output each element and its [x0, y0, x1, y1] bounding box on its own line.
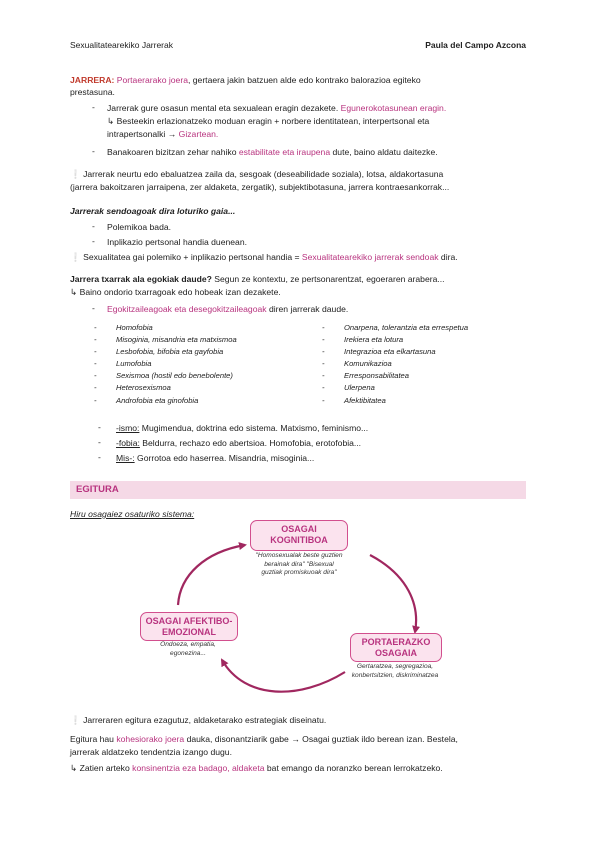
box-behavior — [350, 633, 442, 662]
suffix-key: -fobia: — [116, 438, 140, 448]
bullet-dash: - — [92, 303, 95, 313]
arrow-cognitive-to-behavior — [370, 555, 416, 632]
box-cognitive — [250, 520, 348, 551]
arrow-behavior-to-affective — [222, 660, 345, 692]
list-item: - Irekiera eta lotura — [322, 335, 404, 345]
list-item: - Misoginia, misandria eta matxismoa — [94, 335, 237, 345]
list-item: - Afektibitatea — [322, 395, 386, 405]
footer-p1-line-2: jarrerak aldatzeko tendentzia izango dugu. — [70, 747, 232, 757]
arrow-affective-to-cognitive — [178, 545, 245, 605]
strong-note-after: dira. — [438, 252, 458, 262]
strong-note-pink: Sexualitatearekiko jarrerak sendoak — [301, 252, 439, 262]
doc-header-left: Sexualitatearekiko Jarrerak — [70, 40, 173, 50]
suffix-key: Mis-: — [116, 453, 135, 463]
suffix-key: -ismo: — [116, 423, 140, 433]
bullet-dash: - — [92, 146, 95, 156]
bullet-dash: - — [98, 422, 101, 432]
intro-term: JARRERA: — [70, 75, 115, 85]
suffix-desc: Mugimendua, doktrina edo sistema. Matxismo, feminismo... — [139, 423, 369, 433]
footer-note — [70, 714, 326, 726]
exclamation-icon: ❕ — [70, 715, 81, 725]
sub-arrow-icon: ↳ — [70, 287, 80, 297]
caption-cognitive: "Homosexualak beste guztien berainak dira" "Bisexual guztiak promiskuoak dira" — [255, 552, 343, 576]
bullet-dash: - — [98, 452, 101, 462]
bad-item-pink: Egokitzaileagoak eta desegokitzaileagoak — [107, 304, 267, 314]
note-1-text-1: Jarrerak neurtu edo ebaluatzea zaila da, sesgoak (deseabilidade soziala), lotsa, aldakortasuna — [83, 169, 444, 179]
bullet-1-pink: Egunerokotasunean eragin. — [340, 103, 447, 113]
exclamation-icon: ❕ — [70, 169, 81, 179]
footer-p2 — [70, 762, 443, 774]
bullet-3-after: dute, baino aldatu daitezke. — [330, 147, 438, 157]
list-item: - Homofobia — [94, 323, 153, 332]
note-1-line-2: (jarrera bakoitzaren jarraipena, zer aldaketa, zergatik), subjektibotasuna, jarrera kontraesankorrak... — [70, 182, 450, 192]
doc-header-right: Paula del Campo Azcona — [425, 40, 526, 50]
list-item: - Lumofobia — [94, 359, 152, 369]
bad-item-after: diren jarrerak daude. — [266, 304, 349, 314]
footer-p2-b: bat emango da noranzko berean lerrokatzeko. — [264, 763, 443, 773]
bullet-1-text: Jarrerak gure osasun mental eta sexualean eragin dezakete. — [107, 103, 341, 113]
strong-item-1: Polemikoa bada. — [107, 222, 172, 232]
caption-affective: Ondoeza, empatia, egonezina... — [160, 641, 216, 657]
box-cognitive-line-1: OSAGAI — [281, 524, 317, 534]
bullet-dash: - — [92, 102, 95, 112]
bad-question: Jarrera txarrak ala egokiak daude? — [70, 274, 212, 284]
bad-line-2-text: Baino ondorio txarragoak edo hobeak izan dezakete. — [79, 287, 281, 297]
box-behavior-line-2: OSAGAIA — [374, 648, 417, 658]
box-affective-line-2: EMOZIONAL — [162, 627, 216, 637]
list-item: - Erresponsabilitatea — [322, 371, 410, 381]
suffix-desc: Beldurra, rechazo edo abertsioa. Homofobia, erotofobia... — [139, 438, 362, 448]
suffix-desc: Gorrotoa edo haserrea. Misandria, misoginia... — [134, 453, 315, 463]
sub-bullet-pink: Gizartean. — [178, 129, 219, 139]
list-item: - Komunikazioa — [322, 359, 392, 369]
box-affective-line-1: OSAGAI AFEKTIBO- — [145, 616, 233, 626]
footer-p2-a: Zatien arteko — [79, 763, 133, 773]
list-item: - Heterosexismoa — [94, 383, 171, 393]
list-item: - Androfobia eta ginofobia — [94, 395, 199, 405]
egitura-subtitle: Hiru osagaiez osaturiko sistema: — [70, 509, 195, 519]
footer-note-text: Jarreraren egitura ezagutuz, aldaketarako estrategiak diseinatu. — [83, 715, 327, 725]
intro-line-2: prestasuna. — [70, 87, 115, 97]
strong-title: Jarrerak sendoagoak dira loturiko gaia... — [70, 206, 236, 216]
strong-note-text: Sexualitatea gai polemiko + inplikazio pertsonal handia = — [83, 252, 302, 262]
caption-behavior: Gertaratzea, segregazioa, konbertsitzien, diskriminatzea — [351, 663, 439, 679]
footer-p2-pink: konsinentzia eza badago, aldaketa — [132, 763, 265, 773]
section-title: EGITURA — [76, 484, 119, 495]
sub-arrow-icon: ↳ — [107, 116, 117, 126]
list-item: - Lesbofobia, bifobia eta gayfobia — [94, 347, 224, 357]
intro-term-def: Portaerarako joera — [116, 75, 188, 85]
bullet-3-pink: estabilitate eta iraupena — [238, 147, 331, 157]
sub-bullet-text-1: Besteekin erlazionatzeko moduan eragin + norbere identitatean, interpertsonal eta — [116, 116, 430, 126]
box-cognitive-line-2: KOGNITIBOA — [270, 535, 328, 545]
bullet-dash: - — [92, 221, 95, 231]
footer-p1-a: Egitura hau — [70, 734, 117, 744]
box-affective — [140, 612, 238, 641]
list-item: - Ulerpena — [322, 383, 375, 393]
box-behavior-line-1: PORTAERAZKO — [361, 637, 431, 647]
bullet-dash: - — [92, 236, 95, 246]
intro-rest: , gertaera jakin batzuen alde edo kontrako balorazioa egiteko — [187, 75, 421, 85]
footer-p1-line-1 — [70, 733, 458, 745]
sub-arrow-icon: ↳ — [70, 763, 80, 773]
bad-question-rest: Segun ze kontextu, ze pertsonarentzat, egoeraren arabera... — [211, 274, 445, 284]
footer-p1-b: dauka, disonantziarik gabe → Osagai guztiak ildo berean izan. Bestela, — [184, 734, 458, 744]
bullet-3-text: Banakoaren bizitzan zehar nahiko — [107, 147, 239, 157]
footer-p1-pink: kohesiorako joera — [116, 734, 185, 744]
list-item: - Sexismoa (hostil edo benebolente) — [94, 371, 233, 381]
sub-bullet-text-2: intrapertsonalki → — [107, 129, 179, 139]
list-item: - Onarpena, tolerantzia eta errespetua — [322, 323, 469, 332]
strong-item-2: Inplikazio pertsonal handia duenean. — [107, 237, 247, 247]
exclamation-icon: ❕ — [70, 252, 81, 262]
bullet-dash: - — [98, 437, 101, 447]
list-item: - Integrazioa eta elkartasuna — [322, 347, 436, 357]
